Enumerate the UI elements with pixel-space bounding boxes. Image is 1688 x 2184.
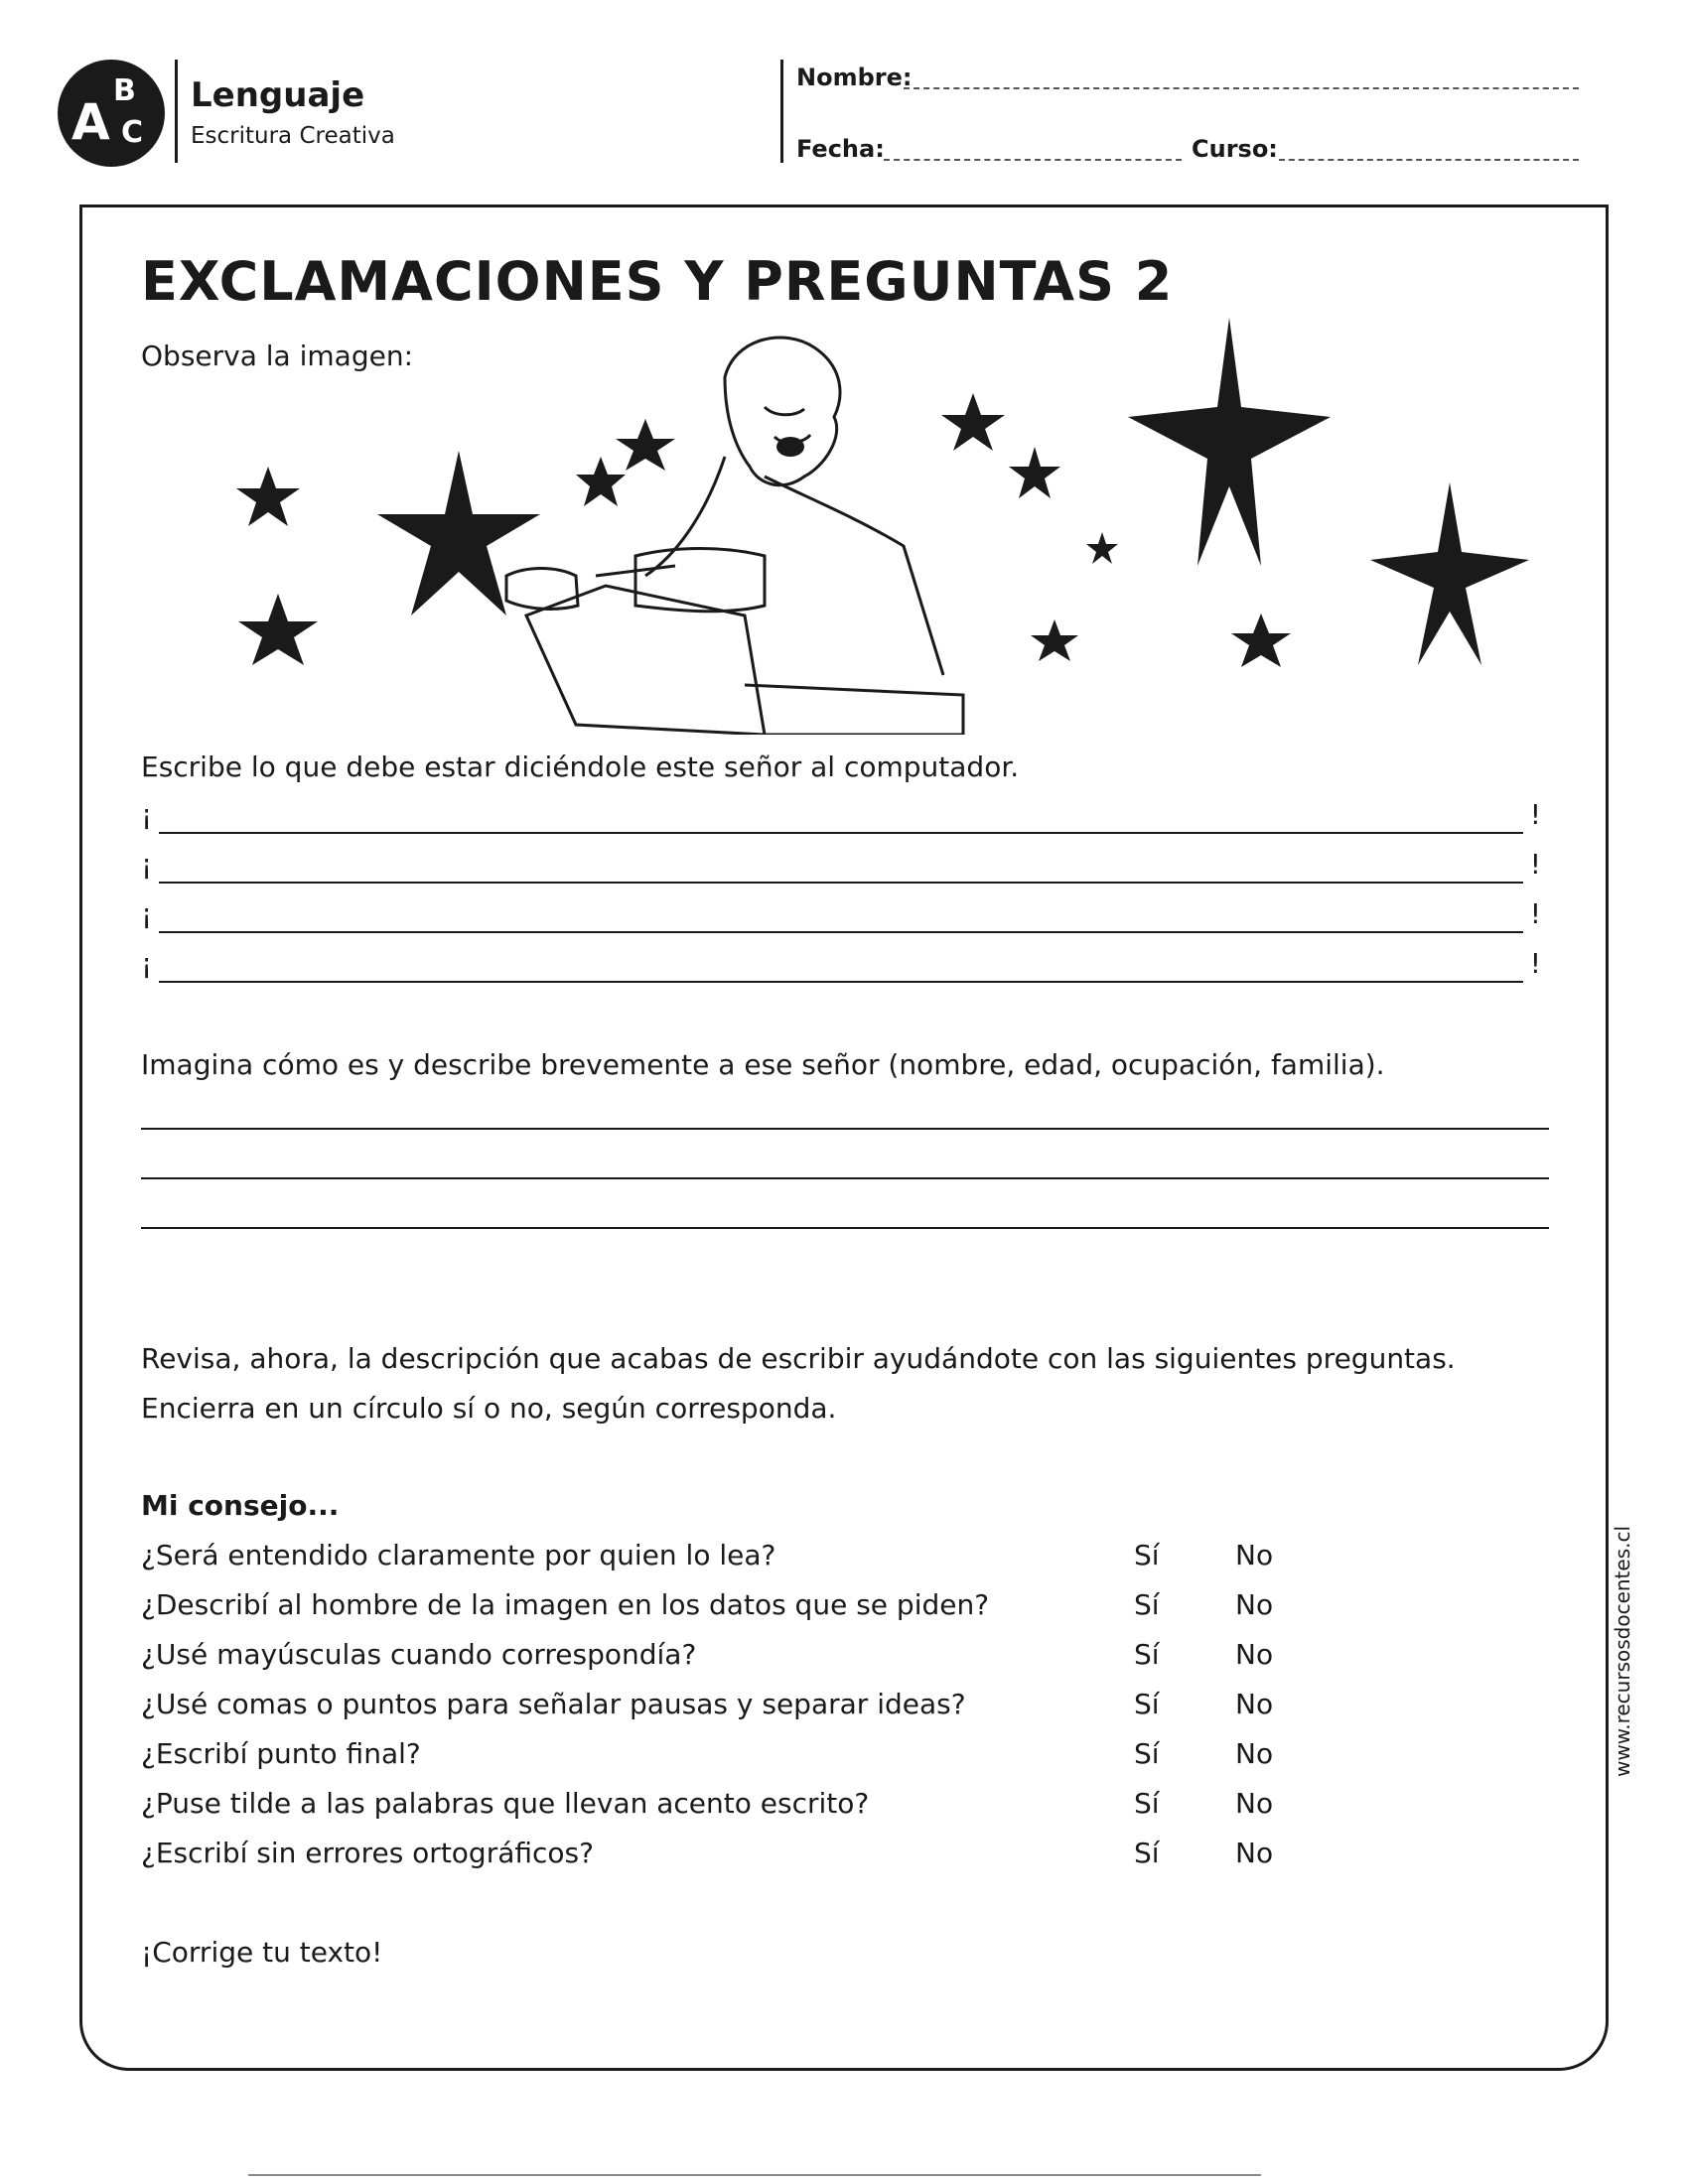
man-figure-icon: [506, 338, 963, 735]
exclamation-answer-row[interactable]: [141, 897, 1541, 937]
nombre-field[interactable]: [904, 87, 1579, 89]
yes-option[interactable]: Sí: [1134, 1737, 1160, 1770]
star-icon: [1128, 318, 1331, 566]
description-line[interactable]: [141, 1177, 1549, 1179]
exclamation-mark: !: [1529, 848, 1541, 881]
checklist-question: ¿Será entendido claramente por quien lo lea?: [141, 1539, 776, 1571]
checklist-question: ¿Escribí sin errores ortográficos?: [141, 1837, 594, 1869]
checklist-row: [141, 1688, 1333, 1727]
star-icon: [1086, 532, 1118, 564]
fecha-field[interactable]: [884, 159, 1182, 161]
star-icon: [1031, 619, 1078, 661]
star-icon: [238, 594, 318, 665]
star-icon: [941, 393, 1005, 451]
description-line[interactable]: [141, 1227, 1549, 1229]
checklist-row: [141, 1588, 1333, 1628]
checklist-row: [141, 1787, 1333, 1827]
subject-subtitle: Escritura Creativa: [191, 123, 395, 149]
exclamation-mark: !: [1529, 897, 1541, 930]
exclamation-mark: !: [1529, 947, 1541, 980]
fecha-label: Fecha:: [796, 135, 885, 163]
logo-letter-b: B: [113, 73, 136, 108]
observe-prompt: Observa la imagen:: [141, 340, 413, 372]
worksheet-title: EXCLAMACIONES Y PREGUNTAS 2: [141, 250, 1174, 313]
review-instruction-2: Encierra en un círculo sí o no, según corresponda.: [141, 1392, 837, 1425]
no-option[interactable]: No: [1235, 1539, 1274, 1571]
checklist-question: ¿Puse tilde a las palabras que llevan acento escrito?: [141, 1787, 870, 1820]
no-option[interactable]: No: [1235, 1588, 1274, 1621]
review-instruction-1: Revisa, ahora, la descripción que acabas de escribir ayudándote con las siguientes preguntas.: [141, 1342, 1456, 1375]
side-url: www.recursosdocentes.cl: [1611, 1525, 1634, 1777]
star-icon: [377, 451, 540, 615]
yes-option[interactable]: Sí: [1134, 1539, 1160, 1571]
checklist-question: ¿Escribí punto final?: [141, 1737, 421, 1770]
yes-option[interactable]: Sí: [1134, 1688, 1160, 1720]
closing-text: ¡Corrige tu texto!: [141, 1936, 383, 1969]
header-divider: [175, 60, 178, 163]
checklist-question: ¿Describí al hombre de la imagen en los datos que se piden?: [141, 1588, 990, 1621]
no-option[interactable]: No: [1235, 1737, 1274, 1770]
inverted-exclamation-mark: ¡: [141, 947, 153, 980]
star-icon: [236, 467, 300, 526]
star-icon: [1231, 614, 1291, 667]
answer-line[interactable]: [159, 931, 1523, 933]
inverted-exclamation-mark: ¡: [141, 848, 153, 881]
yes-option[interactable]: Sí: [1134, 1837, 1160, 1869]
no-option[interactable]: No: [1235, 1787, 1274, 1820]
star-icon: [616, 419, 675, 471]
star-icon: [1370, 482, 1529, 665]
curso-label: Curso:: [1192, 135, 1278, 163]
inverted-exclamation-mark: ¡: [141, 798, 153, 831]
checklist-question: ¿Usé mayúsculas cuando correspondía?: [141, 1638, 697, 1671]
stars-icon: [236, 318, 1529, 667]
footer-divider: [248, 2174, 1261, 2176]
exclamation-answer-row[interactable]: [141, 848, 1541, 887]
no-option[interactable]: No: [1235, 1837, 1274, 1869]
description-line[interactable]: [141, 1128, 1549, 1130]
star-icon: [576, 457, 626, 506]
yes-option[interactable]: Sí: [1134, 1588, 1160, 1621]
exclamation-answer-row[interactable]: [141, 798, 1541, 838]
answer-line[interactable]: [159, 882, 1523, 884]
describe-prompt: Imagina cómo es y describe brevemente a ese señor (nombre, edad, ocupación, familia).: [141, 1048, 1385, 1081]
star-icon: [1009, 447, 1060, 498]
nombre-label: Nombre:: [796, 64, 913, 91]
abc-logo-icon: [58, 60, 165, 167]
checklist-row: [141, 1837, 1333, 1876]
exclamation-answer-row[interactable]: [141, 947, 1541, 987]
yes-option[interactable]: Sí: [1134, 1638, 1160, 1671]
inverted-exclamation-mark: ¡: [141, 897, 153, 930]
answer-line[interactable]: [159, 981, 1523, 983]
checklist-row: [141, 1638, 1333, 1678]
checklist-row: [141, 1539, 1333, 1578]
curso-field[interactable]: [1279, 159, 1579, 161]
exclamation-mark: !: [1529, 798, 1541, 831]
logo-letter-a: A: [71, 93, 110, 151]
yes-option[interactable]: Sí: [1134, 1787, 1160, 1820]
fields-divider: [780, 60, 783, 163]
no-option[interactable]: No: [1235, 1688, 1274, 1720]
logo-letter-c: C: [121, 115, 144, 150]
checklist-row: [141, 1737, 1333, 1777]
no-option[interactable]: No: [1235, 1638, 1274, 1671]
advice-heading: Mi consejo...: [141, 1489, 340, 1522]
write-prompt: Escribe lo que debe estar diciéndole este señor al computador.: [141, 751, 1020, 783]
subject-title: Lenguaje: [191, 75, 365, 115]
checklist-question: ¿Usé comas o puntos para señalar pausas y separar ideas?: [141, 1688, 966, 1720]
answer-line[interactable]: [159, 832, 1523, 834]
angry-man-illustration-icon: [209, 318, 1559, 735]
